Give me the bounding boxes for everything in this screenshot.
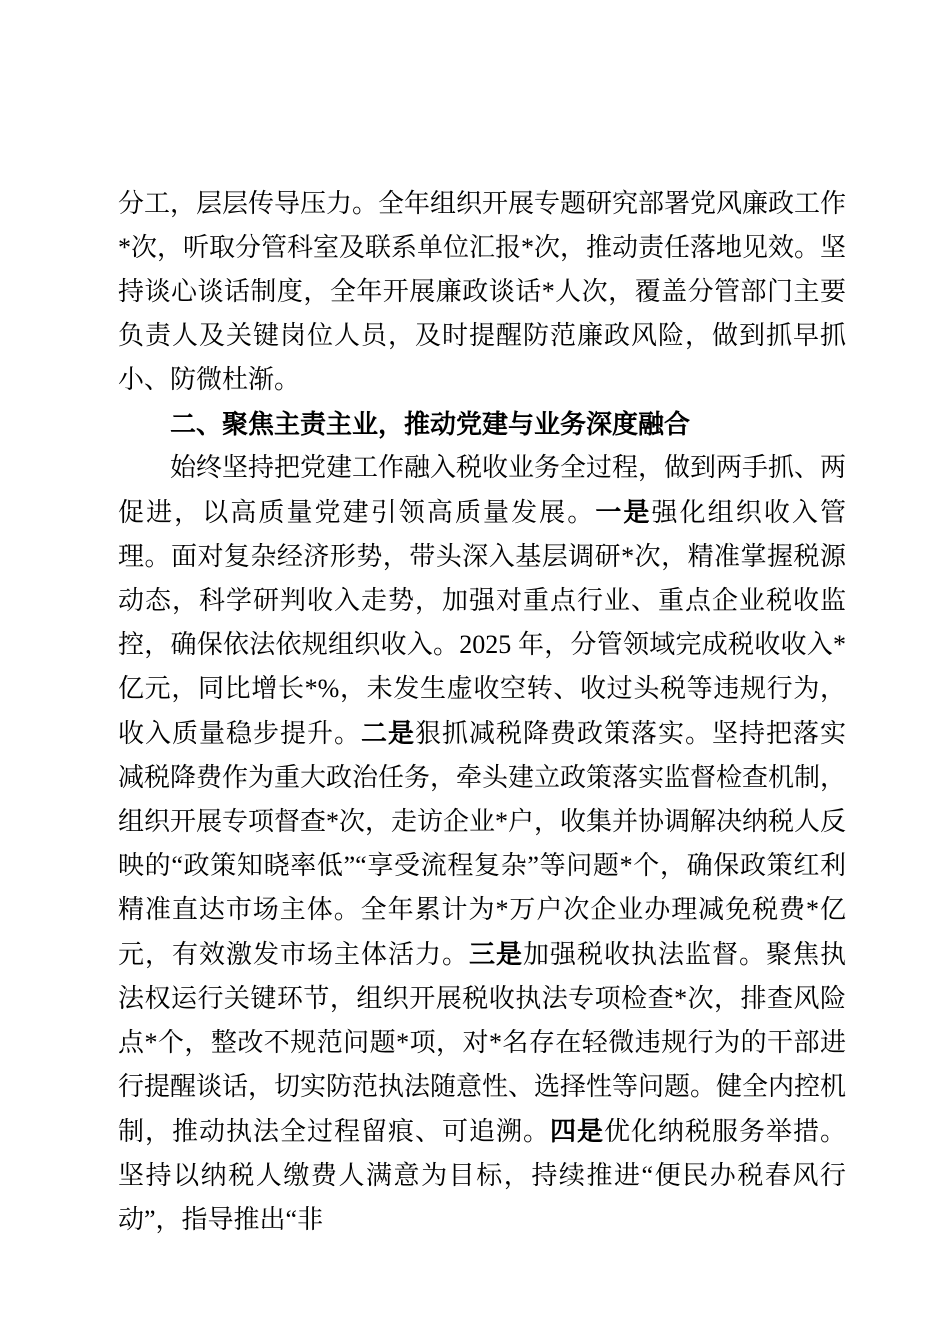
paragraph-main: [118, 446, 846, 1242]
text-run: 分工，层层传导压力。全年组织开展专题研究部署党风廉政工作*次，听取分管科室及联系单位汇报*次，推动责任落地见效。坚持谈心谈话制度，全年开展廉政谈话*人次，覆盖分管部门主要负责人及关键岗位人员，及时提醒防范廉政风险，做到抓早抓小、防微杜渐。: [118, 189, 847, 394]
text-run: 强化组织收入管理。面对复杂经济形势，带头深入基层调研*次，精准掌握税源动态，科学研判收入走势，加强对重点行业、重点企业税收监控，确保依法依规组织收入。2025 年，分管领域完成税收收入*亿元，同比增长*%，未发生虚收空转、收过头税等违规行为，收入质量稳步提升。: [118, 498, 846, 748]
text-run: 优化纳税服务举措。坚持以纳税人缴费人满意为目标，持续推进“便民办税春风行动”，指导推出“非: [118, 1117, 846, 1234]
paragraph-continuation: [118, 182, 846, 402]
bold-text-run: 二、聚焦主责主业，推动党建与业务深度融合: [170, 409, 691, 439]
bold-text-run: 四是: [549, 1116, 604, 1146]
text-run: 狠抓减税降费政策落实。坚持把落实减税降费作为重大政治任务，牵头建立政策落实监督检查机制，组织开展专项督查*次，走访企业*户，收集并协调解决纳税人反映的“政策知晓率低”“享受流程复杂”等问题*个，确保政策红利精准直达市场主体。全年累计为*万户次企业办理减免税费*亿元，有效激发市场主体活力。: [118, 719, 847, 969]
bold-text-run: 一是: [595, 497, 652, 527]
text-run: 始终坚持把党建工作融入税收业务全过程，做到两手抓、两促进，以高质量党建引领高质量发展。: [118, 453, 847, 527]
document-body: [118, 182, 846, 1242]
text-run: 加强税收执法监督。聚焦执法权运行关键环节，组织开展税收执法专项检查*次，排查风险点*个，整改不规范问题*项，对*名存在轻微违规行为的干部进行提醒谈话，切实防范执法随意性、选择性等问题。健全内控机制，推动执法全过程留痕、可追溯。: [118, 940, 847, 1146]
bold-text-run: 二是: [360, 718, 415, 748]
bold-text-run: 三是: [468, 939, 523, 969]
section-heading: [118, 402, 846, 446]
